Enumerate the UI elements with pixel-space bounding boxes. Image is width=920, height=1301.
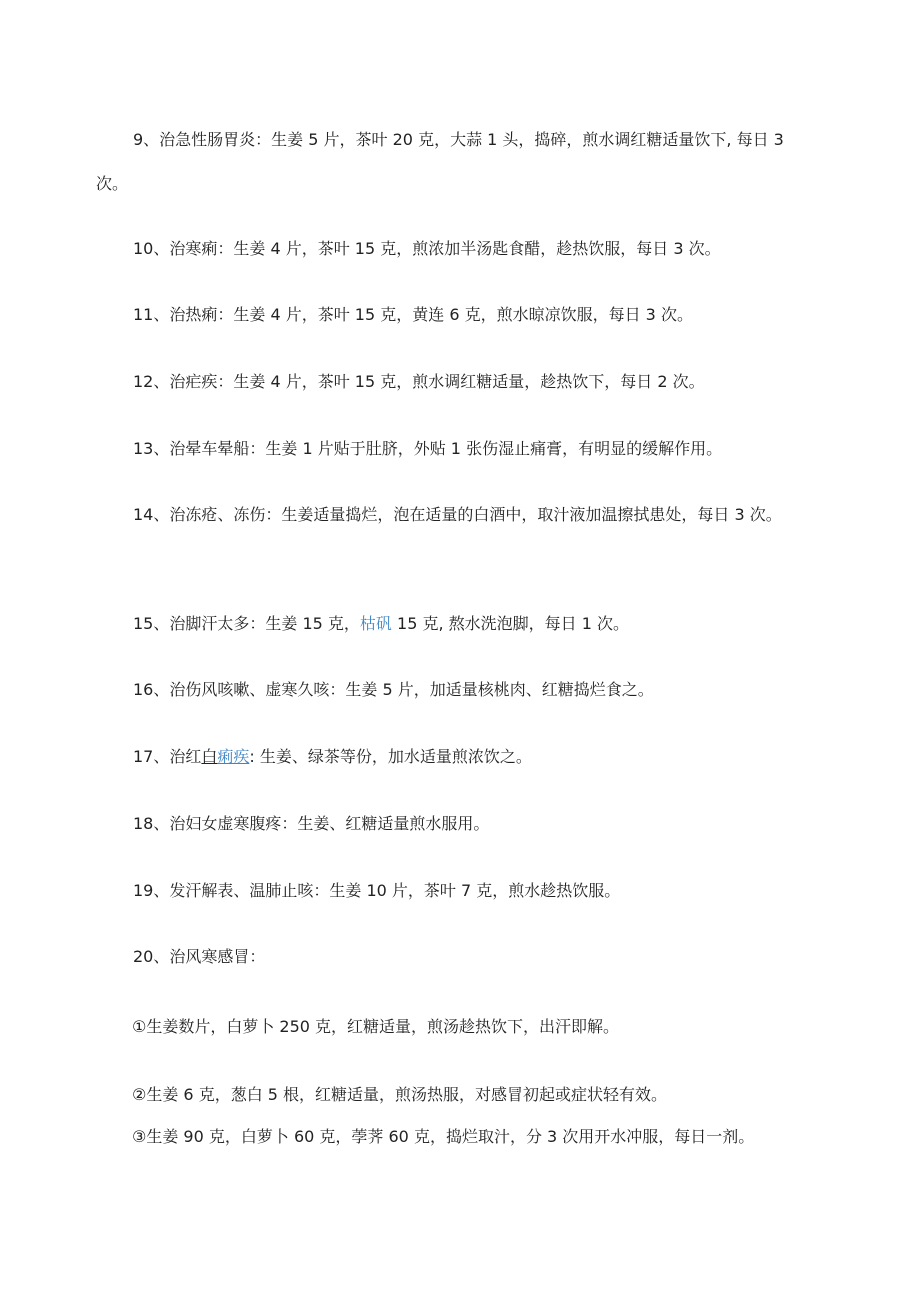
remedy-item-20-option-1: ①生姜数片，白萝卜 250 克，红糖适量，煎汤趁热饮下，出汗即解。	[132, 1017, 620, 1036]
remedy-item-15-text-after: 15 克, 熬水洗泡脚，每日 1 次。	[391, 614, 629, 633]
remedy-item-15	[96, 602, 808, 646]
remedy-item-16: 16、治伤风咳嗽、虚寒久咳：生姜 5 片，加适量核桃肉、红糖捣烂食之。	[133, 680, 654, 699]
dysentery-link[interactable]: 痢疾	[217, 747, 250, 766]
remedy-item-19: 19、发汗解表、温肺止咳：生姜 10 片，茶叶 7 克，煎水趁热饮服。	[133, 881, 621, 900]
remedy-item-17-text-before: 17、治红	[133, 747, 202, 766]
remedy-item-17	[96, 735, 808, 779]
remedy-item-17-underlined: 白	[201, 747, 218, 766]
remedy-item-20-option-2: ②生姜 6 克，葱白 5 根，红糖适量，煎汤热服，对感冒初起或症状轻有效。	[132, 1085, 668, 1104]
remedy-item-14: 14、治冻疮、冻伤：生姜适量捣烂，泡在适量的白酒中，取汁液加温擦拭患处，每日 3 次。	[133, 505, 782, 524]
remedy-item-17-text-after: : 生姜、绿茶等份，加水适量煎浓饮之。	[249, 747, 532, 766]
alum-link[interactable]: 枯矾	[359, 614, 392, 633]
remedy-item-10: 10、治寒痢：生姜 4 片，茶叶 15 克，煎浓加半汤匙食醋，趁热饮服，每日 3 次。	[133, 239, 721, 258]
remedy-item-20-option-3: ③生姜 90 克，白萝卜 60 克，荸荠 60 克，捣烂取汁，分 3 次用开水冲服，每日一剂。	[132, 1127, 755, 1146]
remedy-item-12: 12、治疟疾：生姜 4 片，茶叶 15 克，煎水调红糖适量，趁热饮下，每日 2 次。	[133, 372, 705, 391]
remedy-item-11: 11、治热痢：生姜 4 片，茶叶 15 克，黄连 6 克，煎水晾凉饮服，每日 3 次。	[133, 305, 693, 324]
remedy-item-9: 9、治急性肠胃炎：生姜 5 片，茶叶 20 克，大蒜 1 头，捣碎，煎水调红糖适量饮下, 每日 3 次。	[96, 130, 784, 193]
remedy-item-20-heading: 20、治风寒感冒：	[133, 947, 266, 966]
remedy-item-18: 18、治妇女虚寒腹疼：生姜、红糖适量煎水服用。	[133, 814, 490, 833]
remedy-item-15-text-before: 15、治脚汗太多：生姜 15 克，	[133, 614, 360, 633]
remedy-item-13: 13、治晕车晕船：生姜 1 片贴于肚脐，外贴 1 张伤湿止痛膏，有明显的缓解作用。	[133, 439, 723, 458]
